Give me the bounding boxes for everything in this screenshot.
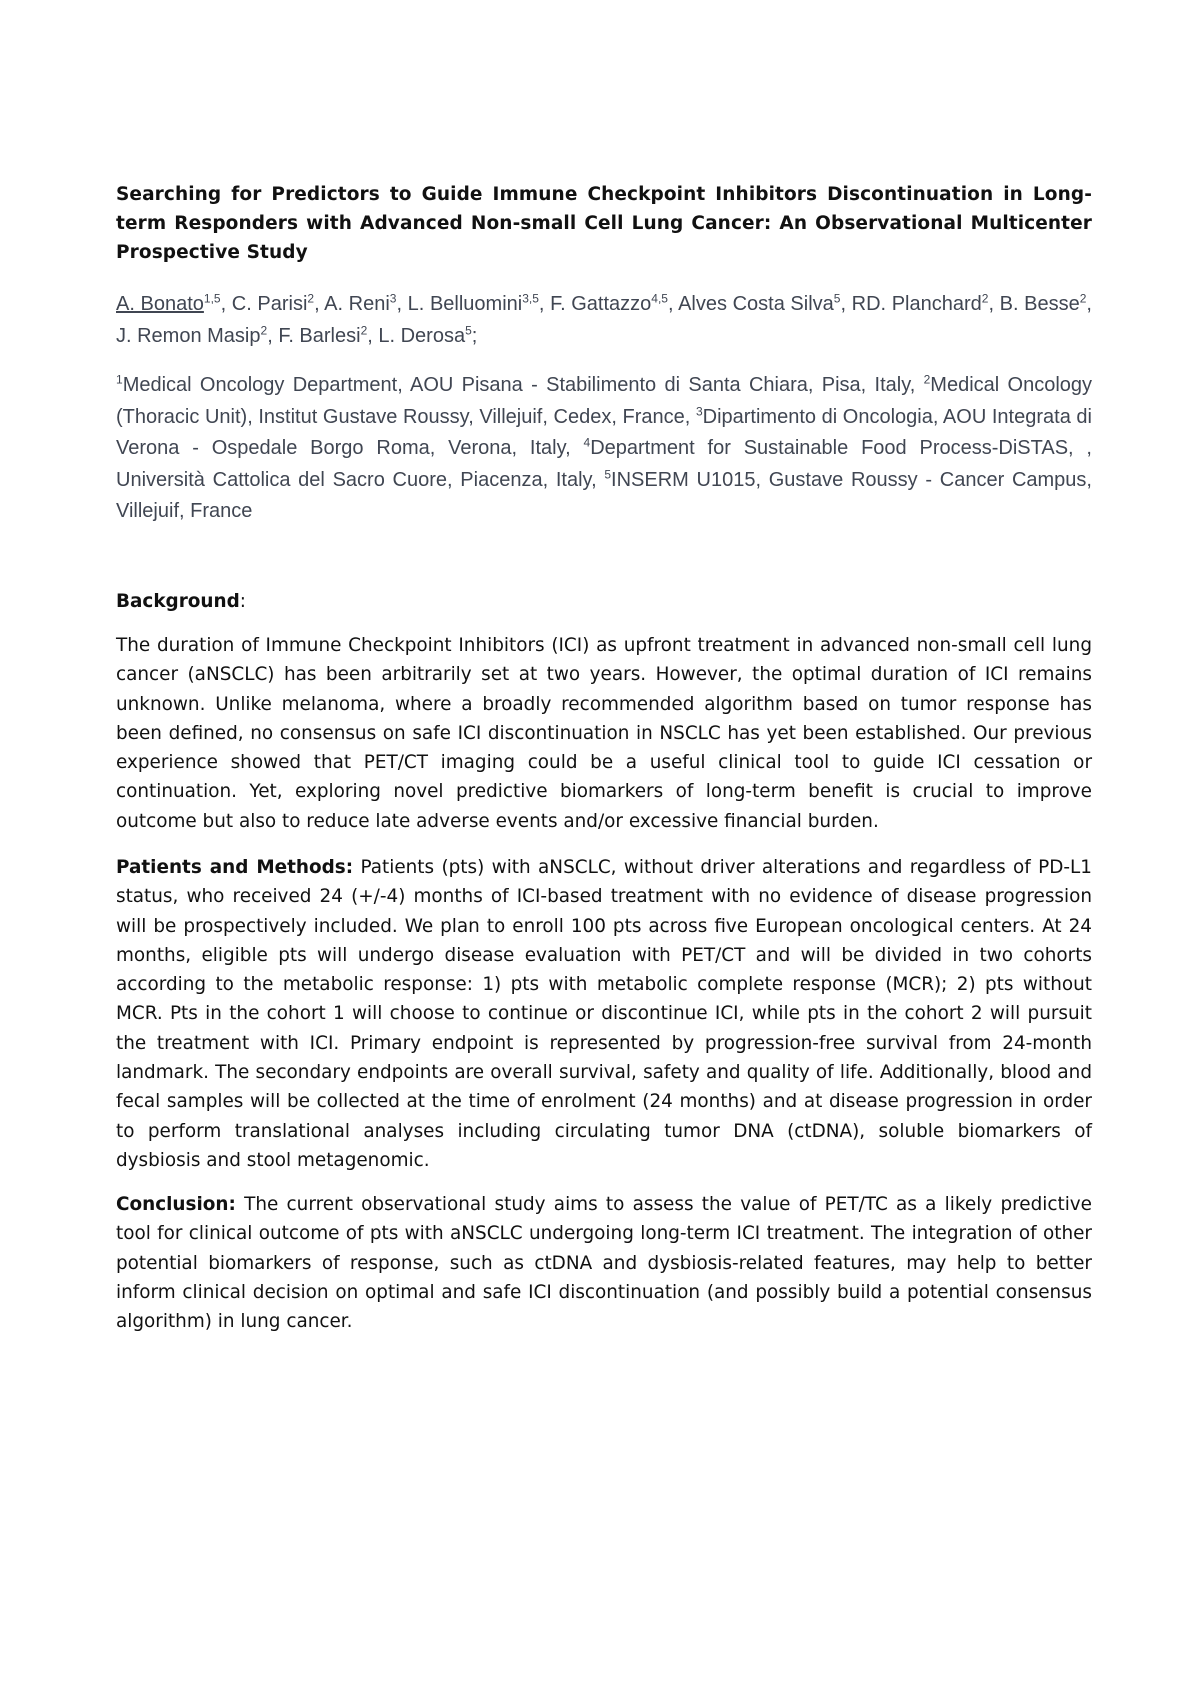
- abstract-title: Searching for Predictors to Guide Immune Checkpoint Inhibitors Discontinuation in Long-term Responders with Advanced Non-small Cell Lung Cancer: An Observational Multicenter Prospective Study: [116, 184, 1092, 263]
- affiliation: Medical Oncology Department, AOU Pisana - Stabilimento di Santa Chiara, Pisa, Italy,: [122, 374, 924, 396]
- methods-heading: Patients and Methods:: [116, 857, 354, 878]
- author: B. Besse$^2$,: [999, 291, 1092, 315]
- presenting-author-name: A. Bonato: [116, 293, 204, 315]
- affiliation-number: 5: [604, 466, 612, 481]
- author-affiliation-ref: 1,5: [203, 291, 221, 306]
- methods-body: Patients (pts) with aNSCLC, without driver alterations and regardless of PD-L1 status, who received 24 (+/-4) months of ICI-based treatment with no evidence of disease progression will be prospectively included. We plan to enroll 100 pts across five European oncological centers. At 24 months, eligible pts will undergo disease evaluation with PET/CT and will be divided in two cohorts according to the metabolic response: 1) pts with metabolic complete response (MCR); 2) pts without MCR. Pts in the cohort 1 will choose to continue or discontinue ICI, while pts in the cohort 2 will pursuit the treatment with ICI. Primary endpoint is represented by progression-free survival from 24-month landmark. The secondary endpoints are overall survival, safety and quality of life. Additionally, blood and fecal samples will be collected at the time of enrolment (24 months) and at disease progression in order to perform translational analyses including circulating tumor DNA (ctDNA), soluble biomarkers of dysbiosis and stool metagenomic.: [116, 857, 1092, 1171]
- conclusion-paragraph: [116, 1190, 1092, 1336]
- conclusion-body: The current observational study aims to assess the value of PET/TC as a likely predictive tool for clinical outcome of pts with aNSCLC undergoing long-term ICI treatment. The integration of other potential biomarkers of response, such as ctDNA and dysbiosis-related features, may help to better inform clinical decision on optimal and safe ICI discontinuation (and possibly build a potential consensus algorithm) in lung cancer.: [116, 1194, 1092, 1333]
- author: L. Derosa$^5$;: [378, 323, 478, 347]
- affiliation-number: 3: [695, 403, 703, 418]
- affiliation: Department for Sustainable Food Process-DiSTAS, , Università Cattolica del Sacro Cuore, Piacenza, Italy,: [116, 437, 1092, 491]
- author-list: [116, 288, 1092, 352]
- affiliation: Medical Oncology (Thoracic Unit), Institut Gustave Roussy, Villejuif, Cedex, France,: [116, 374, 1093, 428]
- affiliation: Dipartimento di Oncologia, AOU Integrata di Verona - Ospedale Borgo Roma, Verona, Italy,: [116, 405, 1092, 459]
- author: Alves Costa Silva$^5$,: [678, 291, 852, 315]
- affiliation-number: 1: [116, 372, 123, 387]
- author: RD. Planchard$^2$,: [851, 291, 1000, 315]
- author: A. Bonato$^{1,5}$,: [116, 291, 232, 315]
- author: J. Remon Masip$^2$,: [116, 323, 279, 347]
- methods-paragraph: [116, 853, 1092, 1175]
- affiliation-number: 2: [923, 372, 931, 387]
- background-heading: Background:: [116, 591, 246, 612]
- background-paragraph: The duration of Immune Checkpoint Inhibitors (ICI) as upfront treatment in advanced non-small cell lung cancer (aNSCLC) has been arbitrarily set at two years. However, the optimal duration of ICI remains unknown. Unlike melanoma, where a broadly recommended algorithm based on tumor response has been defined, no consensus on safe ICI discontinuation in NSCLC has yet been established. Our previous experience showed that PET/CT imaging could be a useful clinical tool to guide ICI cessation or continuation. Yet, exploring novel predictive biomarkers of long-term benefit is crucial to improve outcome but also to reduce late adverse events and/or excessive financial burden.: [116, 635, 1092, 832]
- affiliation-number: 4: [583, 435, 591, 450]
- author: A. Reni$^3$,: [324, 291, 408, 315]
- author: F. Gattazzo$^{4,5}$,: [550, 291, 679, 315]
- conclusion-heading: Conclusion:: [116, 1194, 236, 1215]
- author: L. Belluomini$^{3,5}$,: [407, 291, 551, 315]
- affiliation-list: [116, 370, 1092, 528]
- author: C. Parisi$^2$,: [231, 291, 325, 315]
- affiliation: INSERM U1015, Gustave Roussy - Cancer Campus, Villejuif, France: [116, 468, 1092, 522]
- author: F. Barlesi$^2$,: [278, 323, 379, 347]
